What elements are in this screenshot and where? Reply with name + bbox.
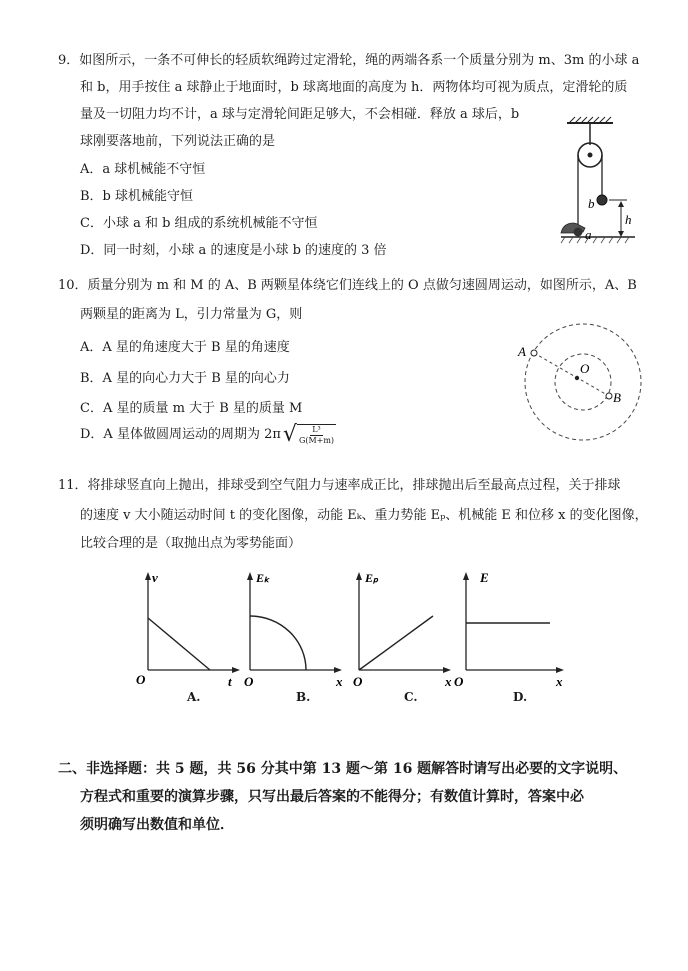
graph-b-x-arrow <box>334 667 342 673</box>
label-O: O <box>580 361 590 376</box>
connecting-line <box>534 353 609 396</box>
q9-option-c: C．小球 a 和 b 组成的系统机械能不守恒 <box>80 216 318 231</box>
graph-c-origin: O <box>353 674 363 688</box>
sqrt-formula <box>283 424 336 446</box>
q9-stem-line-3: 量及一切阻力均不计，a 球与定滑轮间距足够大，不会相碰．释放 a 球后，b <box>80 107 520 122</box>
label-h: h <box>625 212 632 227</box>
graph-b-xlabel: x <box>336 674 343 688</box>
q9-option-b: B．b 球机械能守恒 <box>80 189 194 204</box>
q9-option-d: D．同一时刻，小球 a 的速度是小球 b 的速度的 3 倍 <box>80 243 387 258</box>
q10-stem-line-2: 两颗星的距离为 L，引力常量为 G，则 <box>80 307 303 322</box>
graph-d-xlabel: x <box>556 674 563 688</box>
graph-a-y-arrow <box>145 572 151 580</box>
formula-denominator: G(M+m) <box>298 436 335 445</box>
star-b <box>606 393 612 399</box>
q10-option-c: C．A 星的质量 m 大于 B 星的质量 M <box>80 401 303 416</box>
ground-hatch <box>561 237 629 243</box>
q10-orbit-figure <box>508 320 658 450</box>
graph-c-xlabel: x <box>445 674 452 688</box>
graph-d-caption: D. <box>513 690 528 704</box>
graph-a <box>128 568 246 688</box>
label-a: a <box>585 227 592 242</box>
graph-b <box>238 568 356 688</box>
q9-stem-line-1: 9．如图所示，一条不可伸长的轻质软绳跨过定滑轮，绳的两端各系一个质量分别为 m、3m 的小球 a <box>58 53 640 68</box>
graph-a-origin: O <box>136 672 146 687</box>
label-A: A <box>518 344 526 359</box>
graph-b-y-arrow <box>247 572 253 580</box>
star-a <box>531 350 537 356</box>
graph-b-ylabel: Eₖ <box>256 571 270 585</box>
q10-option-a: A．A 星的角速度大于 B 星的角速度 <box>80 340 290 355</box>
q10-stem-line-1: 10．质量分别为 m 和 M 的 A、B 两颗星体绕它们连线上的 O 点做匀速圆周运动，如图所示，A、B <box>58 278 637 293</box>
graph-c <box>345 568 463 688</box>
label-b: b <box>588 196 595 211</box>
pulley-axle <box>588 153 593 158</box>
graph-a-curve <box>148 618 210 670</box>
graph-b-curve <box>250 616 306 670</box>
radical-icon: √ <box>282 422 297 447</box>
graph-b-caption: B. <box>296 690 311 704</box>
q10-option-d <box>80 424 336 446</box>
graph-c-y-arrow <box>356 572 362 580</box>
ceiling-hatch <box>567 117 613 123</box>
q9-stem-line-4: 球刚要落地前，下列说法正确的是 <box>80 134 276 149</box>
height-arrow-head-bottom <box>618 231 624 237</box>
q10-option-b: B．A 星的向心力大于 B 星的向心力 <box>80 371 290 386</box>
section2-line-2: 方程式和重要的演算步骤，只写出最后答案的不能得分；有数值计算时，答案中必 <box>80 789 584 805</box>
ball-b <box>597 195 607 205</box>
graph-c-curve <box>359 616 433 670</box>
q9-option-a: A．a 球机械能不守恒 <box>80 162 206 177</box>
ball-a <box>574 228 583 237</box>
section2-line-1: 二、非选择题：共 5 题，共 56 分其中第 13 题～第 16 题解答时请写出必要的文字说明、 <box>58 761 628 777</box>
q11-stem-line-1: 11．将排球竖直向上抛出，排球受到空气阻力与速率成正比，排球抛出后至最高点过程，关于排球 <box>58 478 621 493</box>
graph-c-ylabel: Eₚ <box>365 571 379 585</box>
q11-stem-line-3: 比较合理的是（取抛出点为零势能面） <box>80 536 302 551</box>
formula-numerator: L³ <box>312 425 321 434</box>
section2-line-3: 须明确写出数值和单位． <box>80 817 234 833</box>
q10-option-d-text: D．A 星体做圆周运动的周期为 2π <box>80 427 281 442</box>
q9-stem-line-2: 和 b，用手按住 a 球静止于地面时，b 球离地面的高度为 h．两物体均可视为质点，定滑轮的质 <box>80 80 628 95</box>
graph-a-ylabel: v <box>152 570 158 585</box>
label-B: B <box>613 390 621 405</box>
graph-d-origin: O <box>454 674 464 688</box>
graph-c-x-arrow <box>443 667 451 673</box>
graph-d-x-arrow <box>556 667 564 673</box>
center-o <box>575 376 579 380</box>
graph-d-ylabel: E <box>480 570 489 585</box>
outer-orbit <box>525 324 641 440</box>
height-arrow-head-top <box>618 201 624 207</box>
q11-stem-line-2: 的速度 v 大小随运动时间 t 的变化图像，动能 Eₖ、重力势能 Eₚ、机械能 E 和位移 x 的变化图像， <box>80 508 648 523</box>
graph-a-caption: A. <box>187 690 201 704</box>
graph-a-xlabel: t <box>228 674 232 688</box>
graph-b-origin: O <box>244 674 254 688</box>
graph-d <box>452 568 577 688</box>
graph-c-caption: C. <box>404 690 418 704</box>
graph-d-y-arrow <box>463 572 469 580</box>
q9-pulley-figure <box>555 115 645 255</box>
